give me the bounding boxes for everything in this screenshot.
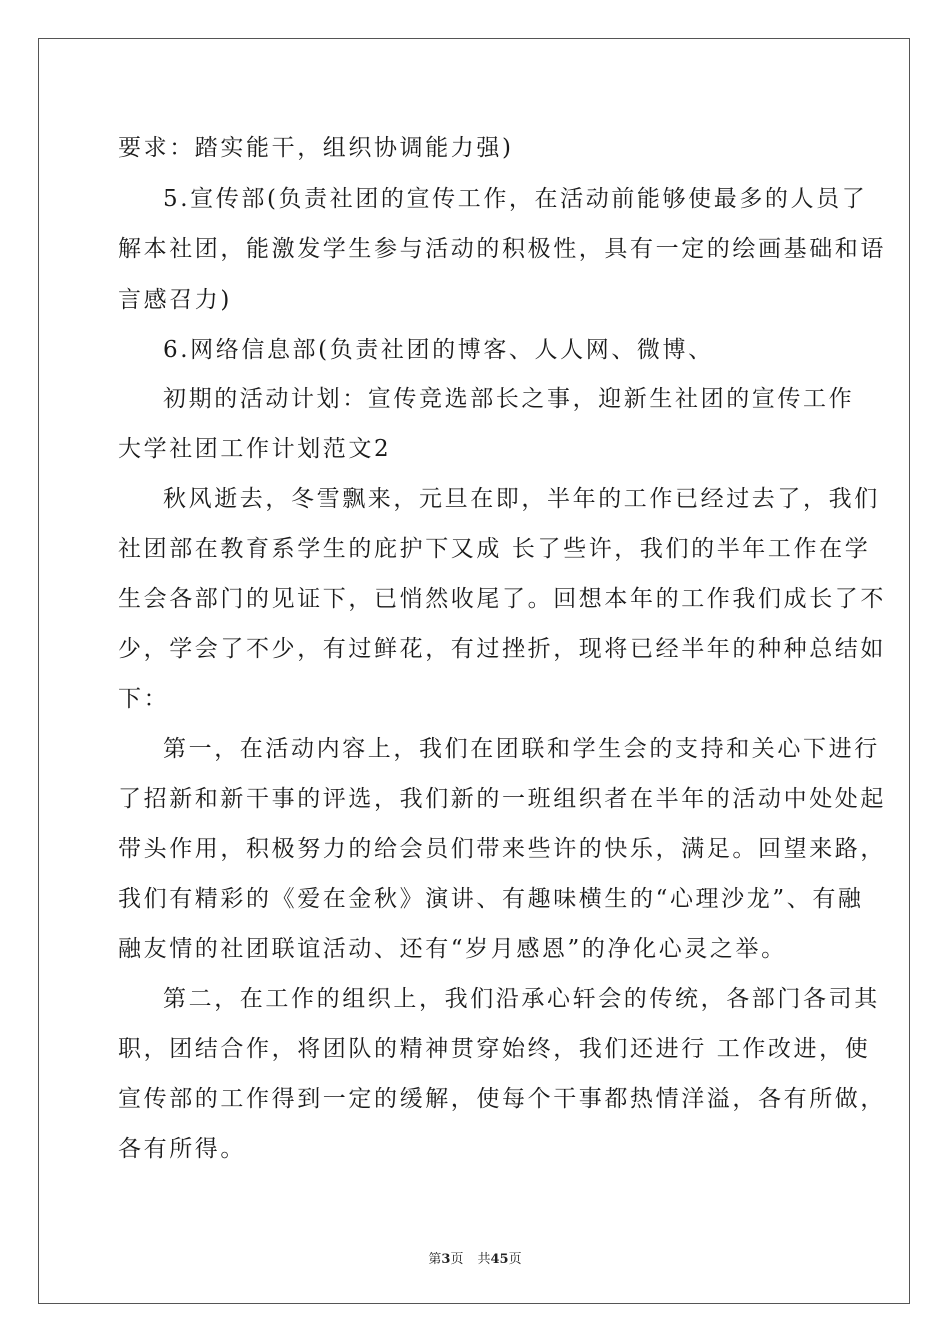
text-line: 各有所得。 [118, 1136, 246, 1162]
section-heading: 大学社团工作计划范文2 [118, 436, 392, 462]
page-border [38, 38, 910, 1304]
text-line: 融友情的社团联谊活动、还有“岁月感恩”的净化心灵之举。 [118, 936, 787, 962]
page-prefix: 第 [428, 1252, 442, 1267]
text-line: 下： [118, 686, 170, 712]
text-line: 带头作用，积极努力的给会员们带来些许的快乐，满足。回望来路， [118, 836, 886, 862]
page-number: 3 [441, 1252, 451, 1267]
page-footer [0, 1248, 950, 1267]
text-line: 6.网络信息部(负责社团的博客、人人网、微博、 [163, 337, 714, 363]
text-line: 了招新和新干事的评选，我们新的一班组织者在半年的活动中处处起 [118, 786, 886, 812]
text-line: 职，团结合作，将团队的精神贯穿始终，我们还进行 工作改进，使 [118, 1036, 871, 1062]
text-line: 我们有精彩的《爱在金秋》演讲、有趣味横生的“心理沙龙”、有融 [118, 886, 864, 912]
total-pages: 45 [490, 1252, 509, 1267]
text-line: 少，学会了不少，有过鲜花，有过挫折，现将已经半年的种种总结如 [118, 636, 886, 662]
text-line: 宣传部的工作得到一定的缓解，使每个干事都热情洋溢，各有所做， [118, 1086, 886, 1112]
text-line: 初期的活动计划：宣传竞选部长之事，迎新生社团的宣传工作 [163, 386, 855, 412]
text-line: 社团部在教育系学生的庇护下又成 长了些许，我们的半年工作在学 [118, 536, 871, 562]
text-line: 言感召力) [118, 287, 232, 313]
text-line: 秋风逝去，冬雪飘来，元旦在即，半年的工作已经过去了，我们 [163, 486, 880, 512]
text-line: 第二，在工作的组织上，我们沿承心轩会的传统，各部门各司其 [163, 986, 880, 1012]
text-line: 生会各部门的见证下，已悄然收尾了。回想本年的工作我们成长了不 [118, 586, 886, 612]
total-prefix: 共 [477, 1252, 491, 1267]
text-line: 要求：踏实能干，组织协调能力强) [118, 135, 514, 161]
text-line: 5.宣传部(负责社团的宣传工作，在活动前能够使最多的人员了 [163, 186, 868, 212]
page-suffix: 页 [450, 1252, 464, 1267]
text-line: 第一，在活动内容上，我们在团联和学生会的支持和关心下进行 [163, 736, 880, 762]
text-line: 解本社团，能激发学生参与活动的积极性，具有一定的绘画基础和语 [118, 236, 886, 262]
total-suffix: 页 [508, 1252, 522, 1267]
